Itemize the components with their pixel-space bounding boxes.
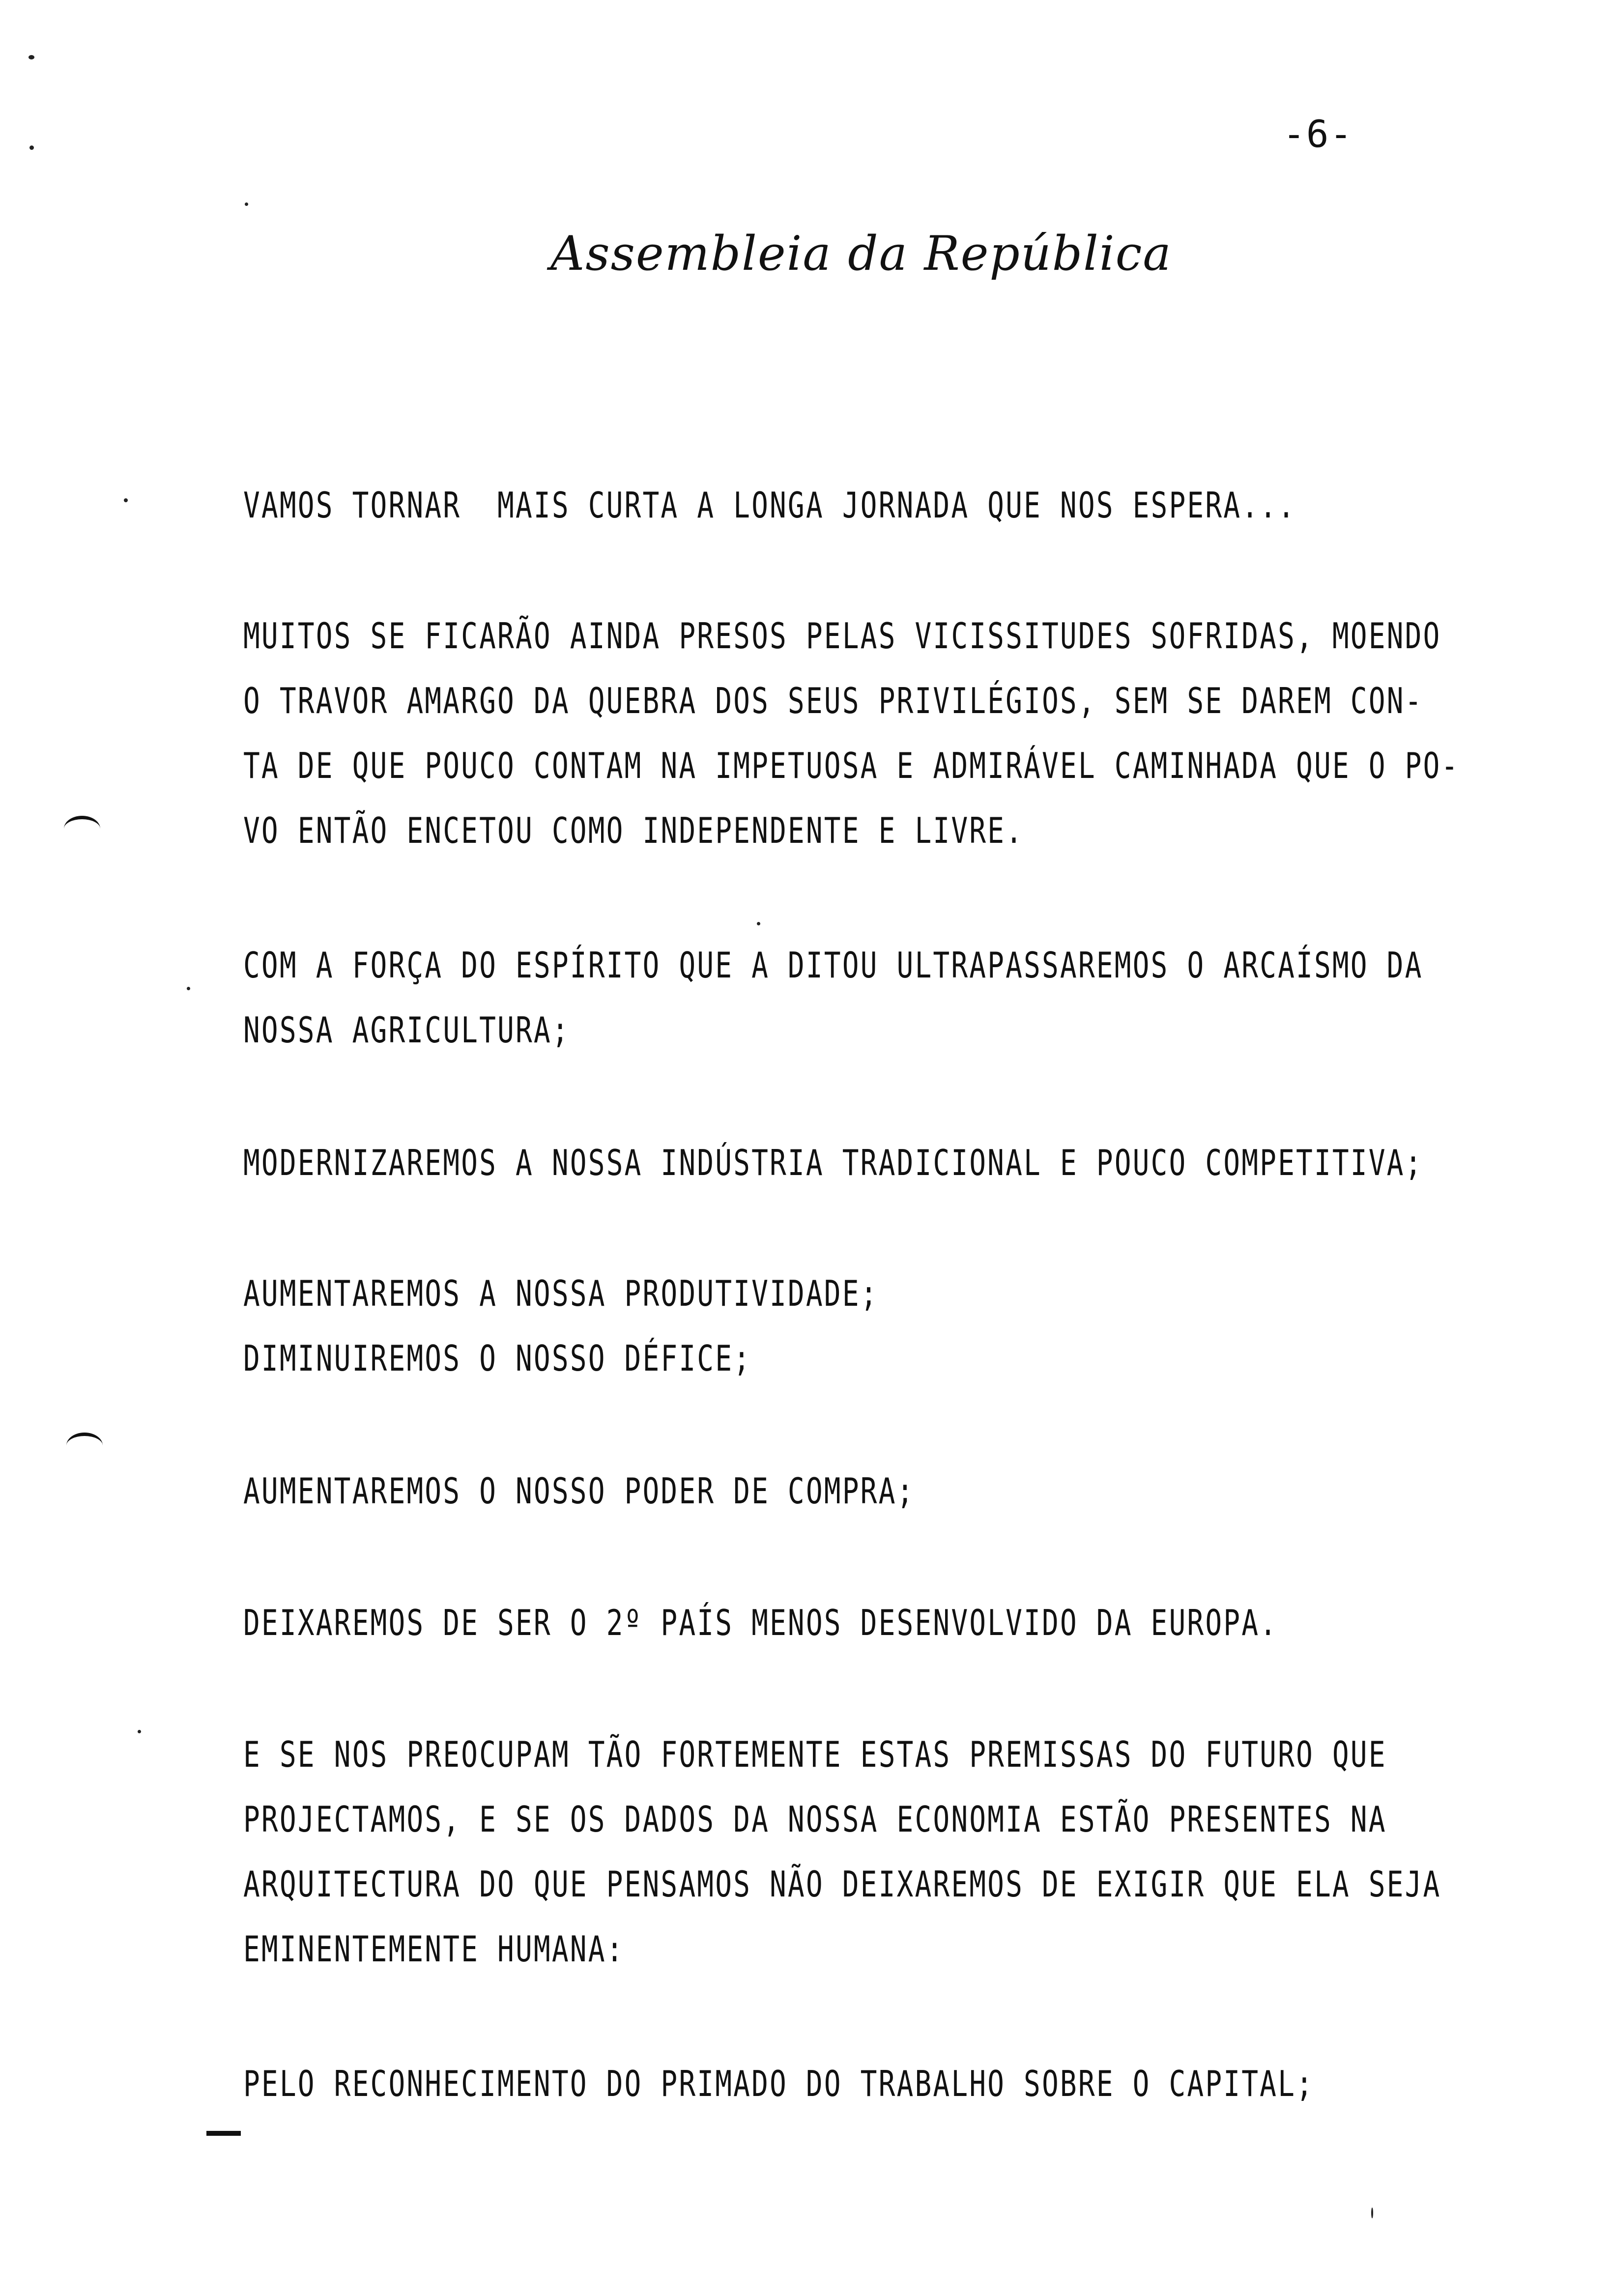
scan-speck (138, 1730, 141, 1733)
text-line: DIMINUIREMOS O NOSSO DÉFICE; (243, 1338, 752, 1379)
text-line: O TRAVOR AMARGO DA QUEBRA DOS SEUS PRIVILÉGIOS, SEM SE DAREM CON- (243, 680, 1423, 721)
text-line: MODERNIZAREMOS A NOSSA INDÚSTRIA TRADICIONAL E POUCO COMPETITIVA; (243, 1142, 1423, 1183)
text-line: ARQUITECTURA DO QUE PENSAMOS NÃO DEIXAREMOS DE EXIGIR QUE ELA SEJA (243, 1864, 1441, 1905)
page-number: -6- (1283, 112, 1353, 156)
scan-speck (1371, 2208, 1373, 2218)
text-line: DEIXAREMOS DE SER O 2º PAÍS MENOS DESENVOLVIDO DA EUROPA. (243, 1602, 1278, 1643)
paragraph-7 (243, 1590, 1580, 1655)
paragraph-9 (243, 2051, 1580, 2116)
scan-speck (29, 55, 34, 59)
scan-speck (245, 202, 248, 206)
scan-mark (64, 816, 100, 842)
scan-speck (29, 145, 34, 150)
paragraph-6 (243, 1459, 1580, 1523)
paragraph-8 (243, 1722, 1580, 1981)
paragraph-1 (243, 473, 1580, 538)
paragraph-5 (243, 1261, 1580, 1391)
text-line: COM A FORÇA DO ESPÍRITO QUE A DITOU ULTRAPASSAREMOS O ARCAÍSMO DA (243, 945, 1423, 986)
text-line: PELO RECONHECIMENTO DO PRIMADO DO TRABALHO SOBRE O CAPITAL; (243, 2063, 1314, 2104)
scan-speck (757, 922, 760, 925)
paragraph-3 (243, 933, 1580, 1062)
text-line: AUMENTAREMOS O NOSSO PODER DE COMPRA; (243, 1470, 915, 1512)
text-line: MUITOS SE FICARÃO AINDA PRESOS PELAS VICISSITUDES SOFRIDAS, MOENDO (243, 615, 1441, 657)
scan-speck (124, 498, 128, 502)
bullet-dash (206, 2131, 241, 2136)
text-line: VAMOS TORNAR MAIS CURTA A LONGA JORNADA QUE NOS ESPERA... (243, 485, 1296, 526)
text-line: PROJECTAMOS, E SE OS DADOS DA NOSSA ECONOMIA ESTÃO PRESENTES NA (243, 1799, 1387, 1840)
text-line: EMINENTEMENTE HUMANA: (243, 1928, 625, 1970)
letterhead: Assembleia da República (550, 226, 1172, 281)
text-line: E SE NOS PREOCUPAM TÃO FORTEMENTE ESTAS PREMISSAS DO FUTURO QUE (243, 1734, 1387, 1775)
scan-speck (187, 987, 190, 990)
text-line: AUMENTAREMOS A NOSSA PRODUTIVIDADE; (243, 1273, 879, 1314)
text-line: TA DE QUE POUCO CONTAM NA IMPETUOSA E ADMIRÁVEL CAMINHADA QUE O PO- (243, 745, 1460, 786)
paragraph-2 (243, 603, 1580, 863)
scan-mark (66, 1433, 103, 1459)
text-line: VO ENTÃO ENCETOU COMO INDEPENDENTE E LIVRE. (243, 810, 1024, 851)
paragraph-4 (243, 1130, 1580, 1195)
text-line: NOSSA AGRICULTURA; (243, 1009, 570, 1051)
